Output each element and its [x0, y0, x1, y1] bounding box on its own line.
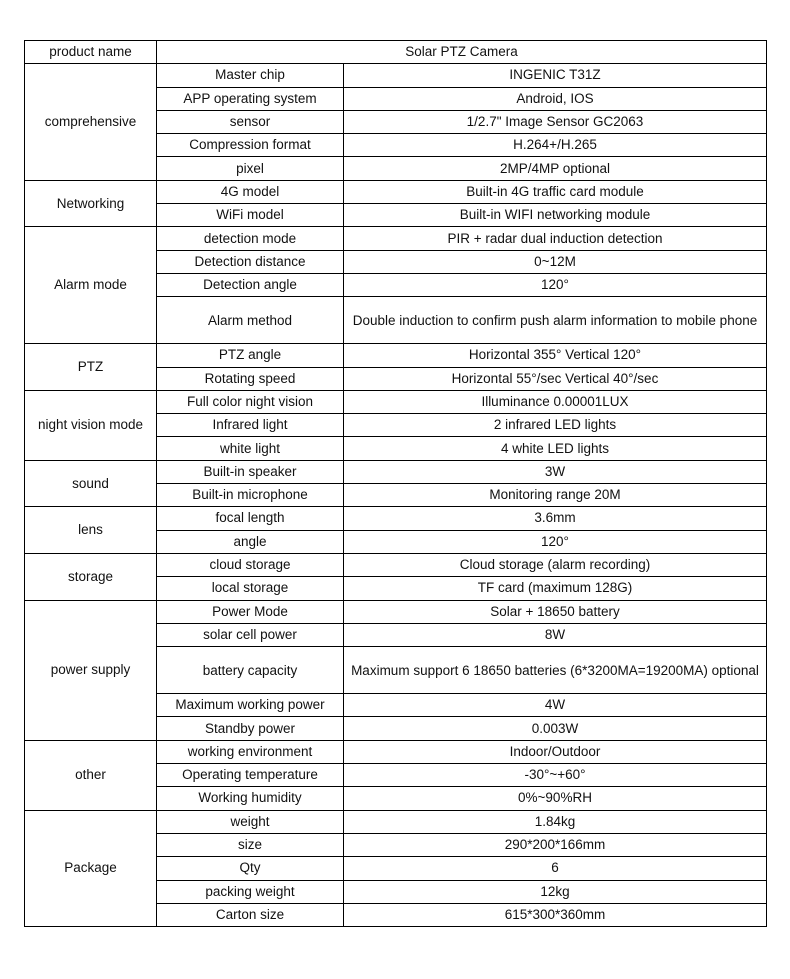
group-label: sound	[25, 460, 157, 507]
param-value: 2 infrared LED lights	[344, 414, 767, 437]
param-name: 4G model	[157, 180, 344, 203]
param-value: 0~12M	[344, 250, 767, 273]
group-label: Package	[25, 810, 157, 926]
param-name: Power Mode	[157, 600, 344, 623]
param-value: 8W	[344, 623, 767, 646]
param-value: 12kg	[344, 880, 767, 903]
param-name: detection mode	[157, 227, 344, 250]
table-row	[25, 64, 767, 87]
group-label: PTZ	[25, 344, 157, 391]
param-name: battery capacity	[157, 647, 344, 694]
table-row	[25, 227, 767, 250]
param-value: 3.6mm	[344, 507, 767, 530]
param-value: 615*300*360mm	[344, 903, 767, 926]
group-label: comprehensive	[25, 64, 157, 180]
param-value: Indoor/Outdoor	[344, 740, 767, 763]
param-name: Full color night vision	[157, 390, 344, 413]
param-name: cloud storage	[157, 553, 344, 576]
group-label: Networking	[25, 180, 157, 227]
param-value: 0%~90%RH	[344, 787, 767, 810]
group-label: Alarm mode	[25, 227, 157, 344]
param-value: 1.84kg	[344, 810, 767, 833]
param-name: packing weight	[157, 880, 344, 903]
param-name: white light	[157, 437, 344, 460]
param-name: Standby power	[157, 717, 344, 740]
param-value: 3W	[344, 460, 767, 483]
param-name: Maximum working power	[157, 694, 344, 717]
param-name: Detection angle	[157, 273, 344, 296]
param-value: 120°	[344, 273, 767, 296]
param-value: Double induction to confirm push alarm information to mobile phone	[344, 297, 767, 344]
param-name: local storage	[157, 577, 344, 600]
param-value: 120°	[344, 530, 767, 553]
param-value: Maximum support 6 18650 batteries (6*3200MA=19200MA) optional	[344, 647, 767, 694]
param-name: Infrared light	[157, 414, 344, 437]
spec-table-body	[25, 41, 767, 927]
table-header-row	[25, 41, 767, 64]
param-name: Detection distance	[157, 250, 344, 273]
param-value: INGENIC T31Z	[344, 64, 767, 87]
param-name: Carton size	[157, 903, 344, 926]
group-label: lens	[25, 507, 157, 554]
param-name: Master chip	[157, 64, 344, 87]
table-row	[25, 390, 767, 413]
param-value: Horizontal 355° Vertical 120°	[344, 344, 767, 367]
param-value: Built-in 4G traffic card module	[344, 180, 767, 203]
group-label: storage	[25, 553, 157, 600]
param-value: 2MP/4MP optional	[344, 157, 767, 180]
param-value: Built-in WIFI networking module	[344, 204, 767, 227]
param-name: working environment	[157, 740, 344, 763]
param-value: PIR + radar dual induction detection	[344, 227, 767, 250]
param-name: Qty	[157, 857, 344, 880]
table-row	[25, 460, 767, 483]
param-value: Solar + 18650 battery	[344, 600, 767, 623]
group-label: power supply	[25, 600, 157, 740]
table-row	[25, 507, 767, 530]
param-value: Monitoring range 20M	[344, 484, 767, 507]
param-value: 4 white LED lights	[344, 437, 767, 460]
param-name: angle	[157, 530, 344, 553]
param-value: 1/2.7" Image Sensor GC2063	[344, 110, 767, 133]
param-name: pixel	[157, 157, 344, 180]
param-name: Working humidity	[157, 787, 344, 810]
group-label: other	[25, 740, 157, 810]
param-value: Cloud storage (alarm recording)	[344, 553, 767, 576]
param-name: weight	[157, 810, 344, 833]
param-name: APP operating system	[157, 87, 344, 110]
param-value: 0.003W	[344, 717, 767, 740]
param-name: WiFi model	[157, 204, 344, 227]
param-value: Horizontal 55°/sec Vertical 40°/sec	[344, 367, 767, 390]
param-name: sensor	[157, 110, 344, 133]
table-row	[25, 553, 767, 576]
param-name: Operating temperature	[157, 764, 344, 787]
table-row	[25, 740, 767, 763]
param-name: size	[157, 833, 344, 856]
param-value: -30°~+60°	[344, 764, 767, 787]
param-name: Alarm method	[157, 297, 344, 344]
param-name: focal length	[157, 507, 344, 530]
table-row	[25, 180, 767, 203]
param-value: H.264+/H.265	[344, 134, 767, 157]
param-name: Built-in speaker	[157, 460, 344, 483]
table-row	[25, 810, 767, 833]
param-value: TF card (maximum 128G)	[344, 577, 767, 600]
param-name: solar cell power	[157, 623, 344, 646]
param-name: Built-in microphone	[157, 484, 344, 507]
param-value: 4W	[344, 694, 767, 717]
product-name-label: product name	[25, 41, 157, 64]
product-name-value: Solar PTZ Camera	[157, 41, 767, 64]
param-name: PTZ angle	[157, 344, 344, 367]
group-label: night vision mode	[25, 390, 157, 460]
param-value: Illuminance 0.00001LUX	[344, 390, 767, 413]
table-row	[25, 600, 767, 623]
param-name: Compression format	[157, 134, 344, 157]
spec-table	[24, 40, 767, 927]
param-value: Android, IOS	[344, 87, 767, 110]
table-row	[25, 344, 767, 367]
param-name: Rotating speed	[157, 367, 344, 390]
param-value: 290*200*166mm	[344, 833, 767, 856]
param-value: 6	[344, 857, 767, 880]
